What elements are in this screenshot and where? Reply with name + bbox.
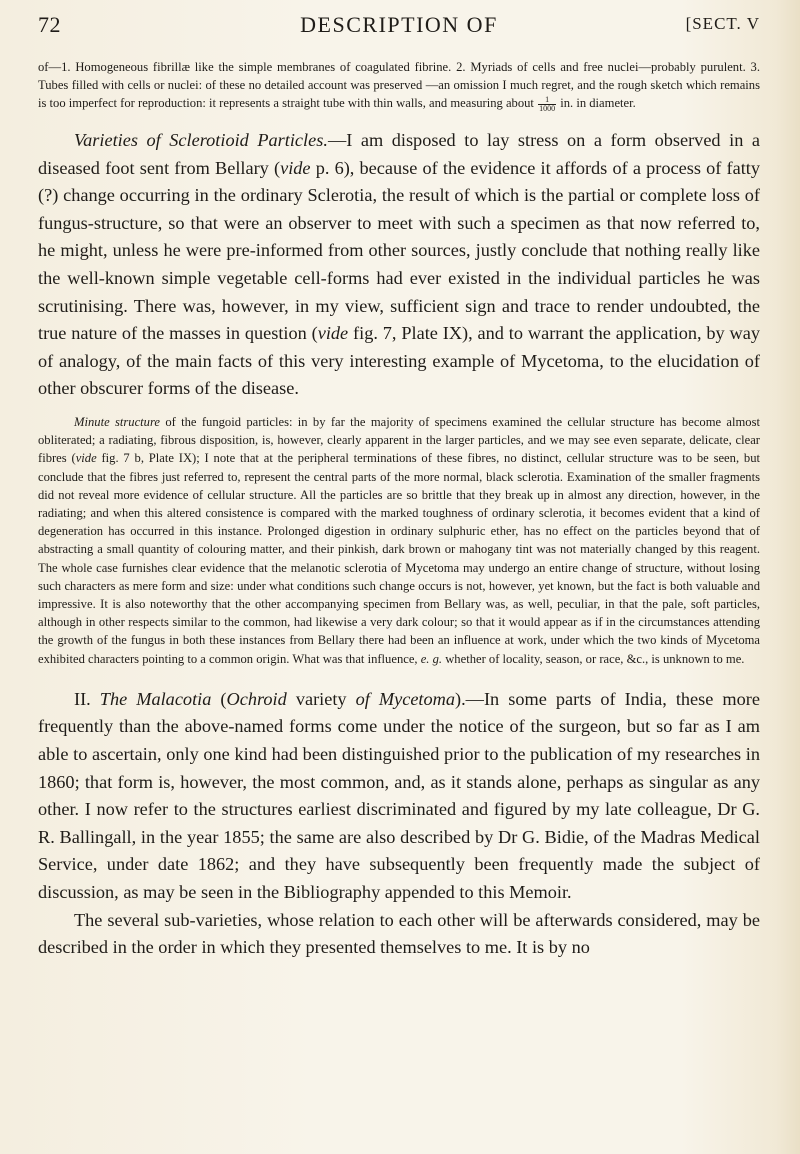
ochroid-term: Ochroid xyxy=(226,688,287,709)
varieties-heading: Varieties of Sclerotioid Particles. xyxy=(74,130,328,151)
vide-reference: vide xyxy=(75,451,97,466)
paragraph-malacotia xyxy=(38,686,760,907)
varieties-text-b: p. 6), because of the evidence it affords of a process of fatty (?) change occurring in the ordinary Sclerotia, the result of which is the partial or complete loss of fungus-structure, so that were an observer to meet with such a specimen as that now referred to, he might, unless he were pre-informed from other sources, justly conclude that nothing really like the well-known simple vegetable cell-forms had ever existed in the individual particles he was scrutinising. There was, however, in my view, sufficient sign and trace to render undoubted, the true nature of the masses in question ( xyxy=(38,157,760,344)
fraction-numerator: 1 xyxy=(538,96,556,105)
findings-text: of—1. Homogeneous fibrillæ like the simple membranes of coagulated fibrine. 2. Myriads of cells and free nuclei—probably purulent. 3. Tubes filled with cells or nuclei: of these no detailed account was preserved —an omission I much regret, and the rough sketch which remains is too imperfect for reproduction: it represents a straight tube with thin walls, and measuring about xyxy=(38,60,760,111)
page-number: 72 xyxy=(38,12,61,37)
section-mark: [SECT. V xyxy=(685,14,760,33)
varieties-text-a: —I am disposed to lay stress on a form observed in a diseased foot sent from Bellary ( xyxy=(38,130,760,178)
paragraph-minute-structure xyxy=(38,413,760,668)
fraction-denominator: 1000 xyxy=(539,104,556,114)
findings-text-end: in. in diameter. xyxy=(557,96,636,111)
page-header xyxy=(38,12,760,44)
heading-punctuation: ( xyxy=(211,688,227,709)
heading-word: variety xyxy=(286,688,356,709)
minute-text-a: of the fungoid particles: in by far the majority of specimens examined the cellular structure has become almost obliterated; a radiating, fibrous disposition, is, however, clearly apparent in the larger particles, and we may see even separate, delicate, clear fibres ( xyxy=(38,414,760,466)
malacotia-heading: The Malacotia xyxy=(99,688,212,709)
section-numeral: II. xyxy=(74,688,100,709)
sub-varieties-text: The several sub-varieties, whose relation to each other will be afterwards considered, may be described in the order in which they presented themselves to me. It is by no xyxy=(38,909,760,958)
body-text xyxy=(38,58,760,962)
eg-abbreviation: e. g. xyxy=(420,651,443,666)
paragraph-findings-list xyxy=(38,58,760,113)
minute-text-b: fig. 7 b, Plate IX); I note that at the peripheral terminations of these fibres, no distinct, cellular structure was to be seen, but conclude that the fibres just referred to, represent the central parts of the more normal, black sclerotia. Examination of the smaller fragments did not reveal more evidence of cellular structure. All the particles are so brittle that they break up in almost any direction, however, in the radiating; and when this altered consistence is compared with the marked toughness of ordinary sclerotia, it becomes evident that a kind of degeneration has occurred in this instance. Prolonged digestion in ordinary sulphuric ether, has no effect on the particles beyond that of abstracting a small quantity of colouring matter, and their pinkish, dark brown or mahogany tint was not materially changed by this reagent. The whole case furnishes clear evidence that the melanotic sclerotia of Mycetoma may undergo an entire change of structure, without losing such characters as mere form and size: under what conditions such change occurs is not, however, yet known, but the fact is both valuable and impressive. It is also noteworthy that the other accompanying specimen from Bellary was, as well, peculiar, in that the pale, soft particles, although in other respects similar to the common, had likewise a very dark colour; so that it would appear as if in the circumstances attending the growth of the fungus in both these instances from Bellary there had been an influence at work, under which the two kinds of Mycetoma exhibited characters pointing to a common origin. What was that influence, xyxy=(38,451,760,666)
heading-punctuation: ). xyxy=(455,688,466,709)
vide-reference: vide xyxy=(317,323,349,344)
minute-text-c: whether of locality, season, or race, &c., is unknown to me. xyxy=(442,651,745,666)
vide-reference: vide xyxy=(280,157,311,178)
paragraph-sub-varieties xyxy=(38,907,760,962)
fraction xyxy=(538,96,556,113)
varieties-text-c: fig. 7, Plate IX), and to warrant the application, by way of analogy, of the main facts of this very interesting example of Mycetoma, to the elucidation of other obscurer forms of the disease. xyxy=(38,323,761,399)
mycetoma-term: of Mycetoma xyxy=(355,688,455,709)
malacotia-text: —In some parts of India, these more frequently than the above-named forms come under the notice of the surgeon, but so far as I am able to ascertain, only one kind had been distinguished prior to the publication of my researches in 1860; that form is, however, the most common, and, as it stands alone, perhaps as singular as any other. I now refer to the structures earliest discriminated and figured by my late colleague, Dr G. R. Ballingall, in the year 1855; the same are also described by Dr G. Bidie, of the Madras Medical Service, under date 1862; and they have subsequently been frequently made the subject of discussion, as may be seen in the Bibliography appended to this Memoir. xyxy=(38,688,760,902)
minute-structure-heading: Minute structure xyxy=(74,414,160,429)
running-head: DESCRIPTION OF xyxy=(300,12,498,37)
paragraph-varieties xyxy=(38,127,760,403)
